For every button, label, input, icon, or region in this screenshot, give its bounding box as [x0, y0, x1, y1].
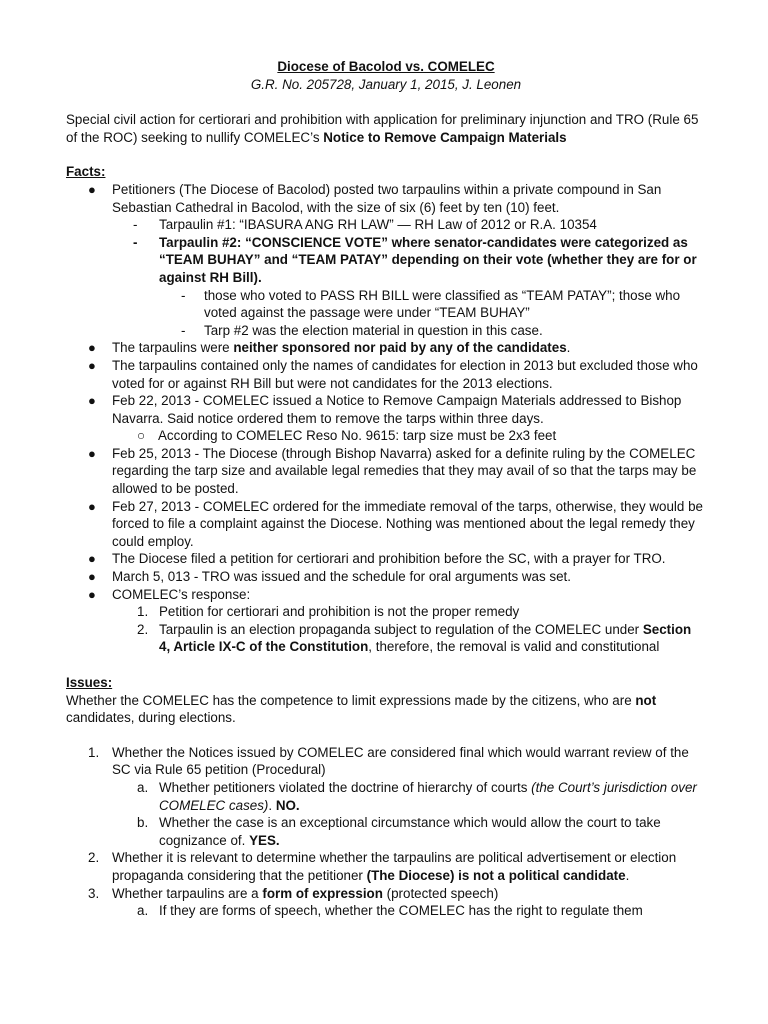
issue-item — [66, 885, 706, 903]
fact-item — [66, 445, 706, 498]
document-title: Diocese of Bacolod vs. COMELEC — [277, 59, 495, 74]
fact-item — [66, 339, 706, 357]
issue-text: Whether the Notices issued by COMELEC are considered final which would warrant review of the SC via Rule 65 petition (Procedural) — [112, 744, 689, 778]
fact-subsubitem — [66, 322, 706, 340]
issues-lead-text: candidates, during elections. — [66, 710, 236, 726]
issue-answer: YES. — [249, 832, 280, 848]
fact-item — [66, 181, 706, 216]
issue-subitem — [66, 779, 706, 814]
bullet-marker: ● — [88, 586, 96, 602]
issue-text: . — [625, 867, 630, 883]
bullet-marker: ● — [88, 569, 96, 585]
dash-marker: - — [133, 217, 138, 233]
issues-list — [66, 744, 706, 920]
fact-text: The tarpaulins were — [112, 340, 234, 356]
issues-lead — [66, 692, 706, 727]
fact-bold: Section 4, Article IX-C of the Constitution — [159, 621, 692, 655]
bullet-marker: ● — [88, 551, 96, 567]
fact-text: The tarpaulins contained only the names of candidates for election in 2013 but excluded those who voted for or against RH Bill but were not candidates for the 2013 elections. — [112, 357, 698, 391]
fact-item — [66, 568, 706, 586]
fact-text: March 5, 013 - TRO was issued and the schedule for oral arguments was set. — [112, 569, 571, 585]
fact-item — [66, 586, 706, 604]
spacer — [66, 727, 706, 744]
fact-subitem — [66, 234, 706, 287]
fact-subtext: According to COMELEC Reso No. 9615: tarp size must be 2x3 feet — [158, 428, 557, 444]
issue-item — [66, 849, 706, 884]
issue-subtext: . — [268, 797, 276, 813]
issue-item — [66, 744, 706, 779]
fact-subitem — [66, 427, 706, 445]
fact-item — [66, 550, 706, 568]
fact-text: The Diocese filed a petition for certiorari and prohibition before the SC, with a prayer for TRO. — [112, 551, 666, 567]
issue-subtext: Whether petitioners violated the doctrine of hierarchy of courts — [159, 779, 532, 795]
issue-italic: (the Court’s jurisdiction over COMELEC cases) — [159, 779, 697, 813]
fact-text: COMELEC’s response: — [112, 586, 251, 602]
dash-marker: - — [181, 287, 186, 303]
letter-marker: b. — [137, 815, 149, 831]
number-marker: 2. — [88, 850, 100, 866]
letter-marker: a. — [137, 903, 149, 919]
fact-subtext: Tarpaulin #1: “IBASURA ANG RH LAW” — RH Law of 2012 or R.A. 10354 — [159, 217, 597, 233]
fact-subtext: Tarpaulin #2: “CONSCIENCE VOTE” where senator-candidates were categorized as “TEAM BUHAY” and “TEAM PATAY” depending on their vote (whether they are for or against RH Bill). — [159, 234, 697, 285]
fact-subsubtext: those who voted to PASS RH BILL were classified as “TEAM PATAY”; those who voted against the passage were under “TEAM BUHAY” — [204, 287, 681, 321]
issue-subitem — [66, 902, 706, 920]
fact-bold: neither sponsored nor paid by any of the candidates — [233, 340, 567, 356]
issue-text: Whether it is relevant to determine whether the tarpaulins are political advertisement or election propaganda considering that the petitioner — [112, 850, 677, 883]
bullet-marker: ● — [88, 340, 96, 356]
number-marker: 2. — [137, 621, 149, 637]
issues-lead-bold: not — [635, 692, 657, 708]
fact-subitem — [66, 216, 706, 234]
issues-heading: Issues: — [66, 675, 113, 690]
fact-subtext: Tarpaulin is an election propaganda subject to regulation of the COMELEC under — [159, 621, 643, 637]
issues-lead-text: Whether the COMELEC has the competence to limit expressions made by the citizens, who are — [66, 692, 636, 708]
number-marker: 1. — [88, 744, 100, 760]
issue-text: Whether tarpaulins are a — [112, 885, 263, 901]
issue-answer: NO. — [275, 797, 300, 813]
fact-item — [66, 498, 706, 551]
fact-text: Feb 25, 2013 - The Diocese (through Bishop Navarra) asked for a definite ruling by the COMELEC regarding the tarp size and available legal remedies that they may avail of so that the tarps may be allowed to be posted. — [112, 445, 697, 497]
intro-paragraph — [66, 111, 706, 146]
fact-subtext: , therefore, the removal is valid and constitutional — [368, 639, 660, 655]
fact-numbered-item — [66, 603, 706, 621]
bullet-marker: ● — [88, 445, 96, 461]
circle-marker: ○ — [137, 428, 146, 444]
bullet-marker: ● — [88, 181, 96, 197]
fact-subsubitem — [66, 287, 706, 322]
fact-text: Petitioners (The Diocese of Bacolod) posted two tarpaulins within a private compound in San Sebastian Cathedral in Bacolod, with the size of six (6) feet by ten (10) feet. — [112, 181, 662, 215]
issue-text: (protected speech) — [382, 885, 499, 901]
dash-marker: - — [133, 234, 138, 250]
fact-item — [66, 357, 706, 392]
issue-bold: (The Diocese) is not a political candidate — [366, 867, 626, 883]
number-marker: 1. — [137, 604, 149, 620]
fact-subsubtext: Tarp #2 was the election material in question in this case. — [204, 322, 543, 338]
issue-bold: form of expression — [262, 885, 383, 901]
facts-heading: Facts: — [66, 164, 106, 180]
fact-text: Feb 27, 2013 - COMELEC ordered for the immediate removal of the tarps, otherwise, they would be forced to file a complaint against the Diocese. Nothing was mentioned about the legal remedy they could employ. — [112, 498, 703, 549]
fact-item — [66, 392, 706, 427]
fact-subtext: Petition for certiorari and prohibition is not the proper remedy — [159, 604, 520, 620]
bullet-marker: ● — [88, 498, 96, 514]
number-marker: 3. — [88, 885, 100, 901]
fact-text: Feb 22, 2013 - COMELEC issued a Notice to Remove Campaign Materials addressed to Bishop Navarra. Said notice ordered them to remove the tarps within three days. — [112, 393, 682, 426]
letter-marker: a. — [137, 779, 149, 795]
intro-text: Special civil action for certiorari and prohibition with application for preliminary injunction and TRO (Rule 65 of the ROC) seeking to nullify COMELEC’s — [66, 112, 699, 145]
issue-subitem — [66, 814, 706, 849]
bullet-marker: ● — [88, 357, 96, 373]
dash-marker: - — [181, 322, 186, 338]
facts-list — [66, 181, 706, 656]
intro-bold: Notice to Remove Campaign Materials — [323, 129, 567, 145]
fact-numbered-item — [66, 621, 706, 656]
bullet-marker: ● — [88, 393, 96, 409]
fact-text: . — [566, 340, 571, 356]
issue-subtext: If they are forms of speech, whether the COMELEC has the right to regulate them — [159, 903, 643, 919]
issue-subtext: Whether the case is an exceptional circumstance which would allow the court to take cognizance of. — [159, 815, 661, 848]
case-citation: G.R. No. 205728, January 1, 2015, J. Leonen — [250, 76, 522, 92]
